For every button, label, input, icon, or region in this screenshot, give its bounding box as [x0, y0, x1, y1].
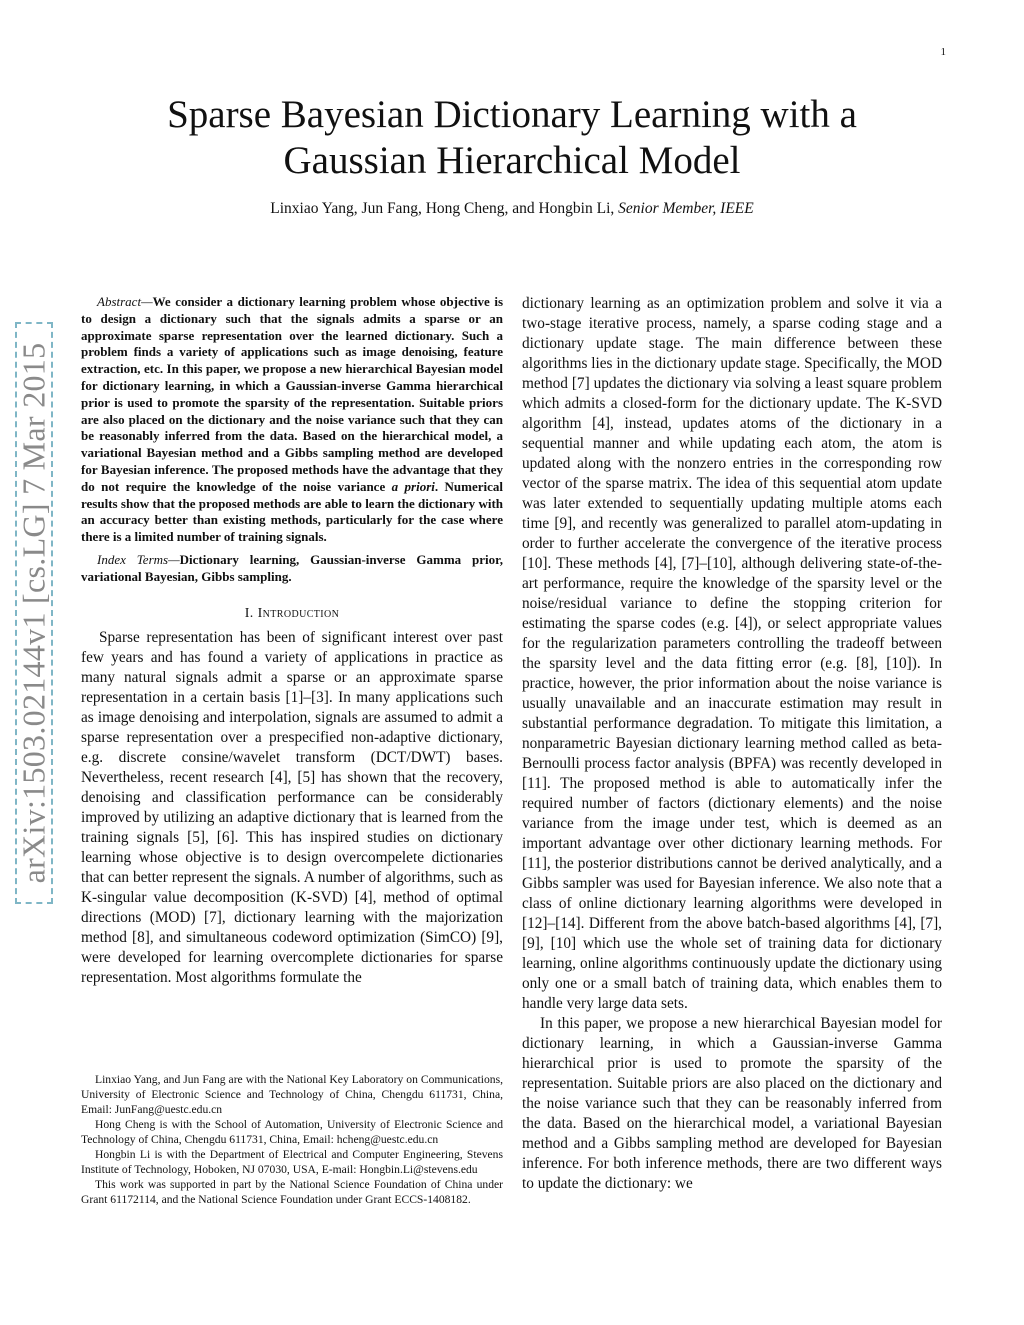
footnotes [81, 1072, 503, 1207]
abstract-label: Abstract [97, 294, 142, 309]
page-number: 1 [940, 46, 946, 58]
index-terms-text: Dictionary learning, Gaussian-inverse Gamma prior, variational Bayesian, Gibbs sampling. [81, 551, 503, 584]
right-column [522, 294, 942, 1194]
right-paragraph-1: dictionary learning as an optimization problem and solve it via a two-stage iterative process, namely, a sparse coding stage and a dictionary update stage. The main difference between these algorithms lies in the dictionary update stage. Specifically, the MOD method [7] updates the dictionary via solving a least square problem which admits a closed-form for the dictionary update. The K-SVD algorithm [4], instead, updates atoms of the dictionary in a sequential manner and while updating each atom, the atom is updated along with the nonzero entries in the corresponding row vector of the sparse matrix. The idea of this sequential atom update was later extended to sequentially updating multiple atoms each time [9], and recently was generalized to parallel atom-updating in order to further accelerate the convergence of the iterative process [10]. These methods [4], [7]–[10], although delivering state-of-the-art performance, require the knowledge of the sparsity level or the noise/residual variance to define the stopping criterion for estimating the sparse codes (e.g. [4]), or select appropriate values for the regularization parameters controlling the tradeoff between the sparsity level and the data fitting error (e.g. [8], [10]). In practice, however, the prior information about the noise variance is usually unavailable and an inaccurate estimation may result in substantial performance degradation. To mitigate this limitation, a nonparametric Bayesian dictionary learning method called as beta-Bernoulli process factor analysis (BPFA) was recently developed in [11]. The proposed method is able to automatically infer the required number of factors (dictionary elements) and the noise variance from the image under test, which is deemed as an important advantage over other dictionary learning methods. For [11], the posterior distributions cannot be derived analytically, and a Gibbs sampler was used for Bayesian inference. We also note that a class of online dictionary learning algorithms were developed in [12]–[14]. Different from the above batch-based algorithms [4], [7], [9], [10] which use the whole set of training data for dictionary learning, online algorithms continuously update the dictionary using only one or a small batch of training data, which enables them to handle very large data sets. [522, 295, 942, 1012]
abstract-dash: — [141, 294, 153, 309]
introduction-paragraph-1: Sparse representation has been of significant interest over past few years and has found a variety of applications in practice as many natural signals admit a sparse or an approximate sparse representation in a certain basis [1]–[3]. In many applications such as image denoising and interpolation, signals are assumed to admit a sparse representation over a prespecified non-adaptive dictionary, e.g. discrete consine/wavelet transform (DCT/DWT) bases. Nevertheless, recent research [4], [5] has shown that the recovery, denoising and classification performance can be considerably improved by utilizing an adaptive dictionary that is learned from the training signals [5], [6]. This has inspired studies on dictionary learning whose objective is to design overcompelete dictionaries that can better represent the signals. A number of algorithms, such as K-singular value decomposition (K-SVD) [4], method of optimal directions (MOD) [7], dictionary learning with the majorization method [8], and simultaneous codeword optimization (SimCO) [9], were developed for learning overcomplete dictionaries for sparse representation. Most algorithms formulate the [81, 628, 503, 986]
footnote-affiliation-2: Hong Cheng is with the School of Automation, University of Electronic Science and Technology of China, Chengdu 611731, China, Email: hcheng@uestc.edu.cn [81, 1118, 503, 1146]
abstract-paragraph [81, 294, 503, 546]
title-line-2: Gaussian Hierarchical Model [283, 139, 741, 182]
author-names: Linxiao Yang, Jun Fang, Hong Cheng, and Hongbin Li, [270, 200, 615, 217]
abstract [81, 294, 503, 586]
abstract-text-a: We consider a dictionary learning problem whose objective is to design a dictionary such that the signals admits a sparse or an approximate sparse representation over the learned dictionary. Such a problem finds a variety of applications such as image denoising, feature extraction, etc. In this paper, we propose a new hierarchical Bayesian model for dictionary learning, in which a Gaussian-inverse Gamma hierarchical prior is used to promote the sparsity of the representation. Suitable priors are also placed on the dictionary and the noise variance such that they can be reasonably inferred from the data. Based on the hierarchical model, a variational Bayesian method and a Gibbs sampling method are developed for Bayesian inference. The proposed methods have the advantage that they do not require the knowledge of the noise variance [81, 294, 503, 494]
author-membership: Senior Member, IEEE [618, 200, 754, 217]
footnote-funding: This work was supported in part by the National Science Foundation of China under Grant 61172114, and the National Science Foundation under Grant ECCS-1408182. [81, 1178, 503, 1206]
abstract-italic-term: a priori [391, 478, 435, 494]
index-terms-dash: — [168, 551, 180, 567]
index-terms-label: Index Terms [97, 551, 169, 567]
introduction-body [81, 628, 503, 988]
left-column [81, 294, 503, 988]
section-heading-introduction: I. Introduction [244, 605, 340, 621]
arxiv-identifier: arXiv:1503.02144v1 [cs.LG] 7 Mar 2015 [15, 342, 52, 884]
right-paragraph-2: In this paper, we propose a new hierarchical Bayesian model for dictionary learning, in which a Gaussian-inverse Gamma hierarchical prior is used to promote the sparsity of the representation. Suitable priors are also placed on the dictionary and the noise variance such that they can be reasonably inferred from the data. Based on the hierarchical model, a variational Bayesian method and a Gibbs sampling method are developed for Bayesian inference. For both inference methods, there are two different ways to update the dictionary: we [522, 1015, 942, 1192]
footnote-affiliation-1: Linxiao Yang, and Jun Fang are with the National Key Laboratory on Communications, University of Electronic Science and Technology of China, Chengdu 611731, China, Email: JunFang@uestc.edu.cn [81, 1073, 503, 1116]
author-list [100, 200, 924, 218]
abstract-text-b: . Numerical results show that the proposed methods are able to learn the dictionary with an accuracy better than existing methods, particularly for the case where there is a limited number of training signals. [81, 478, 504, 545]
footnote-affiliation-3: Hongbin Li is with the Department of Electrical and Computer Engineering, Stevens Institute of Technology, Hoboken, NJ 07030, USA, E-mail: Hongbin.Li@stevens.edu [81, 1148, 503, 1176]
title-line-1: Sparse Bayesian Dictionary Learning with a [167, 93, 857, 136]
index-terms [81, 552, 503, 586]
paper-title [100, 92, 924, 184]
